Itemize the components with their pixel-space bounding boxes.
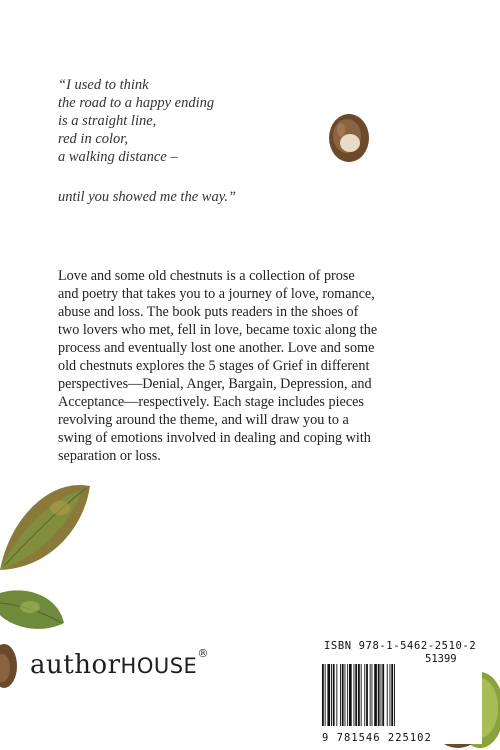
barcode-bar (342, 664, 344, 726)
barcode (322, 664, 472, 726)
barcode-bar (336, 664, 337, 726)
description-line: revolving around the theme, and will draw you to a (58, 412, 349, 428)
quote-line: until you showed me the way.” (58, 189, 237, 205)
logo-text-author: author (30, 650, 121, 680)
barcode-bar (387, 664, 388, 726)
barcode-bar (331, 664, 332, 726)
barcode-bar (394, 664, 395, 726)
quote-line: “I used to think (58, 77, 149, 93)
barcode-bar (349, 664, 352, 726)
barcode-bar (327, 664, 330, 726)
registered-mark: ® (197, 647, 209, 661)
barcode-bar (325, 664, 326, 726)
barcode-bar (372, 664, 373, 726)
logo-text-house: HOUSE (120, 654, 198, 678)
barcode-bar (370, 664, 371, 726)
chestnut-illustration (0, 642, 18, 690)
description-line: perspectives—Denial, Anger, Bargain, Depression, and (58, 376, 372, 392)
barcode-bar (340, 664, 341, 726)
barcode-bar (322, 664, 324, 726)
leaf-illustration (0, 478, 92, 578)
barcode-bar (382, 664, 384, 726)
isbn-label: ISBN 978-1-5462-2510-2 (324, 640, 477, 652)
description-line: process and eventually lost one another. Love and some (58, 340, 375, 356)
description-line: old chestnuts explores the 5 stages of Grief in different (58, 358, 370, 374)
description-line: two lovers who met, fell in love, became toxic along the (58, 322, 378, 338)
description-line: abuse and loss. The book puts readers in the shoes of (58, 304, 359, 320)
barcode-bar (333, 664, 335, 726)
barcode-bar (390, 664, 391, 726)
quote-line: a walking distance – (58, 149, 178, 165)
description-line: and poetry that takes you to a journey of love, romance, (58, 286, 375, 302)
quote-line: red in color, (58, 131, 128, 147)
barcode-bar (354, 664, 355, 726)
leaf-illustration (0, 585, 66, 635)
chestnut-illustration (323, 108, 373, 164)
barcode-bar (366, 664, 368, 726)
description-line: Acceptance—respectively. Each stage includes pieces (58, 394, 364, 410)
ean-number: 9 781546 225102 (322, 732, 432, 744)
quote-block (58, 76, 318, 206)
barcode-bar (378, 664, 380, 726)
book-description (58, 267, 455, 465)
quote-line: is a straight line, (58, 113, 157, 129)
description-line: swing of emotions involved in dealing and coping with (58, 430, 371, 446)
description-line: separation or loss. (58, 448, 161, 464)
publisher-logo (30, 647, 209, 680)
barcode-bar (347, 664, 348, 726)
barcode-bar (374, 664, 377, 726)
description-line: Love and some old chestnuts is a collection of prose (58, 268, 355, 284)
barcode-bar (358, 664, 360, 726)
barcode-bar (345, 664, 346, 726)
quote-line: the road to a happy ending (58, 95, 215, 111)
price-code: 51399 (425, 653, 457, 665)
barcode-bar (364, 664, 365, 726)
barcode-bar (381, 664, 382, 726)
barcode-bar (391, 664, 393, 726)
barcode-bar (361, 664, 362, 726)
barcode-bar (355, 664, 357, 726)
